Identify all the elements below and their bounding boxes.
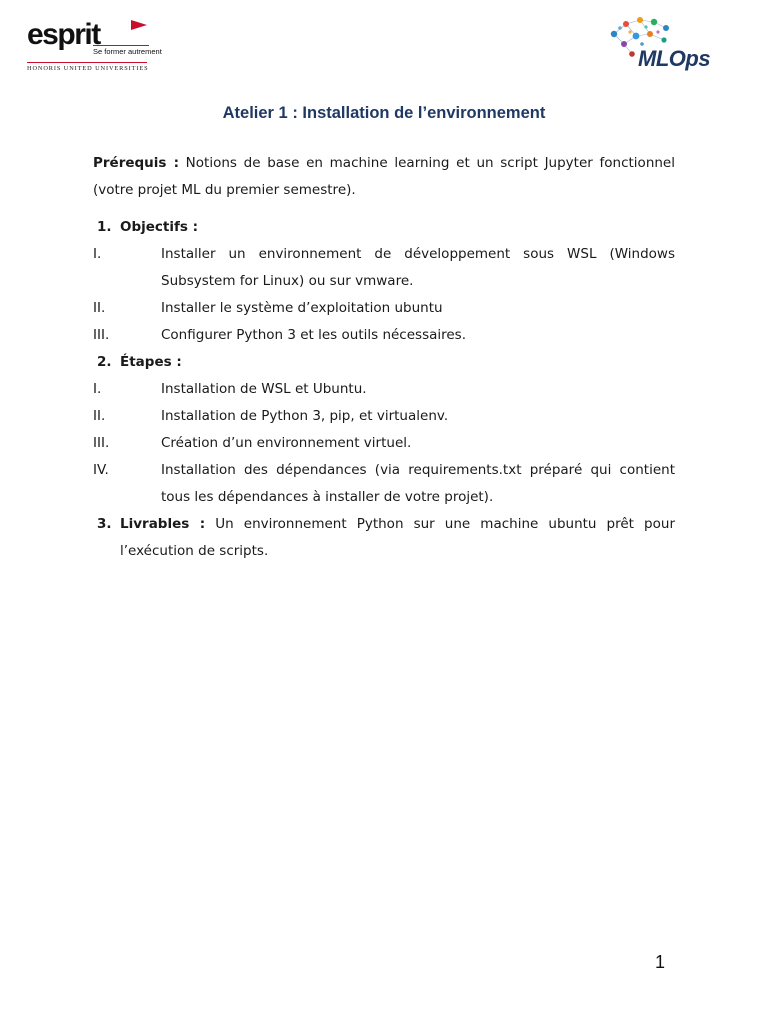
prerequisites-paragraph xyxy=(93,150,675,204)
esprit-flag-icon xyxy=(131,20,147,32)
section-number: 3. xyxy=(97,516,112,532)
section-text: Un environnement Python sur une machine ubuntu prêt pour l’exécution de scripts. xyxy=(120,516,675,559)
list-item xyxy=(93,241,675,295)
section-number: 1. xyxy=(97,219,112,235)
list-item xyxy=(93,376,675,403)
page-number: 1 xyxy=(655,952,666,972)
list-item-text: Configurer Python 3 et les outils nécessaires. xyxy=(161,327,467,343)
prerequisites-text: Notions de base en machine learning et un script Jupyter fonctionnel (votre projet ML du premier semestre). xyxy=(93,155,675,198)
section-title: Objectifs : xyxy=(120,219,199,235)
list-item-text: Installation de WSL et Ubuntu. xyxy=(161,381,367,397)
list-item xyxy=(93,457,675,511)
page-title: Atelier 1 : Installation de l’environnement xyxy=(222,104,546,122)
roman-numeral: II. xyxy=(93,300,106,316)
section-title: Livrables : xyxy=(120,516,206,532)
prerequisites-label: Prérequis : xyxy=(93,155,179,171)
mlops-logo xyxy=(606,14,728,74)
esprit-logo xyxy=(27,18,162,74)
esprit-divider xyxy=(27,62,147,63)
section-deliverables xyxy=(93,511,675,565)
roman-numeral: III. xyxy=(93,435,110,451)
esprit-logo-word: esprit xyxy=(27,18,100,51)
list-item-text: Installation de Python 3, pip, et virtualenv. xyxy=(161,408,449,424)
section-title: Étapes : xyxy=(120,354,182,370)
list-item xyxy=(93,430,675,457)
roman-numeral: I. xyxy=(93,381,102,397)
esprit-subline: HONORIS UNITED UNIVERSITIES xyxy=(27,65,149,72)
section-objectives xyxy=(93,214,675,241)
list-item-text: Installer un environnement de développement sous WSL (Windows Subsystem for Linux) ou sur vmware. xyxy=(161,246,675,289)
section-steps xyxy=(93,349,675,376)
list-item-text: Installer le système d’exploitation ubuntu xyxy=(161,300,443,316)
list-item xyxy=(93,295,675,322)
list-item xyxy=(93,322,675,349)
roman-numeral: III. xyxy=(93,327,110,343)
list-item-text: Installation des dépendances (via requirements.txt préparé qui contient tous les dépendances à installer de votre projet). xyxy=(161,462,675,505)
roman-numeral: I. xyxy=(93,246,102,262)
roman-numeral: IV. xyxy=(93,462,109,478)
mlops-logo-word: MLOps xyxy=(638,46,711,71)
esprit-tagline: Se former autrement xyxy=(93,47,162,56)
list-item-text: Création d’un environnement virtuel. xyxy=(161,435,412,451)
section-number: 2. xyxy=(97,354,112,370)
roman-numeral: II. xyxy=(93,408,106,424)
document-body xyxy=(93,150,675,565)
list-item xyxy=(93,403,675,430)
